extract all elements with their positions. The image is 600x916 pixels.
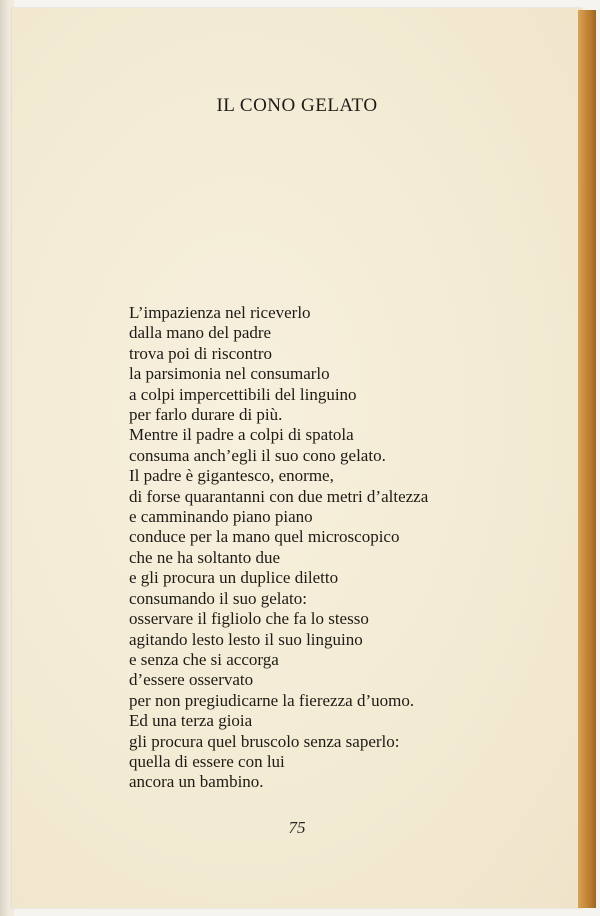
- poem-line: per farlo durare di più.: [129, 405, 283, 425]
- poem-line: consuma anch’egli il suo cono gelato.: [129, 445, 386, 465]
- poem-line: d’essere osservato: [129, 670, 254, 690]
- poem-line: Il padre è gigantesco, enorme,: [129, 466, 334, 486]
- poem-line: e camminando piano piano: [129, 507, 313, 527]
- poem-line: quella di essere con lui: [129, 751, 285, 771]
- poem-line: gli procura quel bruscolo senza saperlo:: [129, 731, 400, 751]
- poem-line: trova poi di riscontro: [129, 343, 273, 363]
- poem-line: dalla mano del padre: [129, 323, 272, 343]
- poem-line: a colpi impercettibili del linguino: [129, 384, 357, 404]
- poem-body: [129, 303, 428, 793]
- poem-line: e senza che si accorga: [129, 649, 279, 669]
- poem-line: ancora un bambino.: [129, 772, 264, 792]
- poem-line: Mentre il padre a colpi di spatola: [129, 425, 354, 445]
- poem-line: Ed una terza gioia: [129, 711, 253, 731]
- poem-title: IL CONO GELATO: [216, 95, 378, 116]
- poem-line: che ne ha soltanto due: [129, 547, 281, 567]
- page-number: 75: [288, 818, 306, 837]
- poem-line: osservare il figliolo che fa lo stesso: [129, 609, 369, 629]
- poem-line: la parsimonia nel consumarlo: [129, 364, 330, 384]
- poem-line: agitando lesto lesto il suo linguino: [129, 629, 363, 649]
- poem-line: L’impazienza nel riceverlo: [129, 303, 311, 322]
- poem-line: di forse quarantanni con due metri d’altezza: [129, 486, 429, 506]
- poem-line: e gli procura un duplice diletto: [129, 568, 339, 588]
- poem-line: conduce per la mano quel microscopico: [129, 527, 400, 547]
- book-page-right-edge: [578, 10, 596, 908]
- poem-line: per non pregiudicarne la fierezza d’uomo.: [129, 690, 415, 710]
- poem-line: consumando il suo gelato:: [129, 588, 308, 608]
